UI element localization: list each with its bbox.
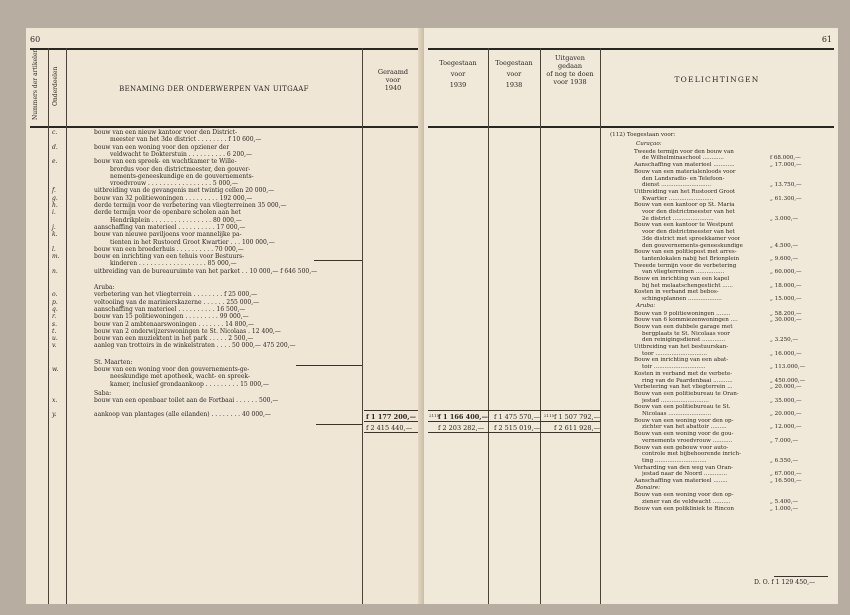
row-letter: n. bbox=[52, 267, 58, 275]
note-text-line: Kosten in verband met de verbete- bbox=[634, 370, 733, 377]
row-letter: m. bbox=[52, 253, 60, 261]
row-letter: f. bbox=[52, 187, 56, 195]
note-text-line: 2e district ....................... bbox=[642, 215, 714, 222]
right-page bbox=[424, 28, 838, 604]
row-text-line: aanschaffing van materieel . . . . . . . . . . 16 500,— bbox=[94, 305, 246, 313]
note-text-line: den gouvernements-geneeskundige bbox=[642, 242, 743, 249]
column-rule bbox=[540, 48, 541, 604]
subtotal-rule bbox=[316, 424, 362, 425]
note-text-line: Bouw van een politiebureau te Oran- bbox=[634, 390, 739, 397]
note-text-line: Verbetering van het vliegterrein ... bbox=[634, 384, 733, 391]
notes-heading: Aruba: bbox=[636, 302, 656, 309]
row-text-line: aanleg van trottoirs in de winkelstraten . . . . 50 000,— 475 200,— bbox=[94, 342, 296, 350]
row-letter: d. bbox=[52, 143, 58, 151]
total-rule bbox=[428, 410, 600, 411]
row-letter: v. bbox=[52, 342, 57, 350]
row-text-line: bouw van 2 ambtenaarswoningen . . . . . . . 14 800,— bbox=[94, 320, 255, 328]
total-rule bbox=[428, 421, 600, 422]
header-toegestaan-1938 bbox=[488, 59, 540, 89]
note-text-line: tantenlokalen nabij het Brionplein bbox=[642, 255, 740, 262]
subtotal-rule bbox=[314, 260, 362, 261]
note-amount: „ 17.000,— bbox=[770, 162, 802, 169]
row-text-line: bouw van nieuwe paviljoens voor mannelijke pa- bbox=[94, 231, 242, 239]
row-text-line: bouw van een woning voor den opziener der bbox=[94, 143, 230, 151]
total-rule bbox=[428, 432, 600, 433]
notes-total: D. O. f 1 129 450,— bbox=[754, 579, 816, 586]
header-line: 1940 bbox=[384, 84, 402, 92]
column-rule bbox=[600, 48, 601, 604]
note-amount: „ 15.000,— bbox=[770, 296, 802, 303]
row-letter: g. bbox=[52, 194, 58, 202]
row-text-line: bouw van een spreek- en wachtkamer te Wille- bbox=[94, 158, 237, 166]
header-uitgaven bbox=[540, 54, 600, 86]
header-line: of nog te doen bbox=[546, 70, 594, 78]
note-text-line: Tweede termijn voor de verbetering bbox=[634, 262, 737, 269]
column-rule bbox=[488, 48, 489, 604]
note-amount: „ 20.000,— bbox=[770, 384, 802, 391]
note-text-line: Bouw van 9 politiewoningen ........ bbox=[634, 310, 731, 317]
row-text-line: bouw van 2 onderwijzerswoningen te St. Nicolaas . 12 400,— bbox=[94, 327, 281, 335]
row-text-line: bouw van een openbaar toilet aan de Fortbaai . . . . . . 500,— bbox=[94, 397, 279, 405]
page-number-left: 60 bbox=[30, 35, 41, 44]
row-text-line: nements-geneeskundige en de gouvernements- bbox=[110, 172, 254, 180]
note-amount: „ 6.550,— bbox=[770, 457, 799, 464]
note-amount: „ 13.750,— bbox=[770, 182, 802, 189]
subtotal-rule bbox=[296, 365, 362, 366]
note-amount: „ 60.000,— bbox=[770, 269, 802, 276]
row-text-line: Hendrikplein . . . . . . . . . . . . . . . . 80 000,— bbox=[110, 216, 242, 224]
row-text-line: tienten in het Rustoord Groot Kwartier . . . 100 000,— bbox=[110, 238, 275, 246]
note-text-line: dienst ............................ bbox=[642, 182, 711, 189]
note-text-line: Tweede termijn voor den bouw van bbox=[634, 148, 734, 155]
header-line: voor bbox=[506, 70, 522, 78]
note-amount: „ 61.300,— bbox=[770, 195, 802, 202]
row-text-line: bouw van 32 politiewoningen . . . . . . . . . 192 000,— bbox=[94, 194, 253, 202]
left-page bbox=[26, 28, 422, 604]
note-amount: „ 4.500,— bbox=[770, 242, 799, 249]
note-amount: „ 113.000,— bbox=[770, 364, 806, 371]
note-text-line: vernements vroedvrouw ........... bbox=[642, 437, 733, 444]
notes-heading: Bonaire: bbox=[636, 484, 661, 491]
row-text-line: kinderen . . . . . . . . . . . . . . . . . . 85 000,— bbox=[110, 260, 237, 268]
notes-intro: (112) Toegestaan voor: bbox=[610, 132, 676, 138]
column-rule bbox=[66, 48, 67, 604]
notes-heading: Curaçao: bbox=[636, 141, 662, 147]
note-amount: f 68.000,— bbox=[770, 155, 801, 162]
row-text-line: derde termijn voor de verbetering van vliegterreinen 35 000,— bbox=[94, 202, 287, 209]
note-amount: „ 35.000,— bbox=[770, 397, 802, 404]
note-amount: „ 12.000,— bbox=[770, 424, 802, 431]
total-1939-b: f 2 203 282,— bbox=[438, 424, 485, 432]
total-1938-a: f 1 475 570,— bbox=[494, 413, 541, 421]
note-amount: „ 16.500,— bbox=[770, 478, 802, 484]
row-text-line: voltooiing van de marinierskazerne . . . . . . 255 000,— bbox=[94, 298, 260, 306]
main-header: BENAMING DER ONDERWERPEN VAN UITGAAF bbox=[119, 85, 309, 93]
row-text-line: verbetering van het vliegterrein . . . . . . . . f 25 000,— bbox=[94, 291, 258, 299]
note-text-line: den Landsradio- en Telefoon- bbox=[642, 175, 725, 182]
total-uitgaven-b: f 2 611 928,— bbox=[554, 424, 601, 432]
note-text-line: toor ............................. bbox=[642, 350, 708, 357]
header-line: voor 1938 bbox=[553, 78, 587, 86]
total-rule bbox=[364, 432, 422, 433]
row-text-line: uitbreiding van de bureauruimte van het parket . . 10 000,— f 646 500,— bbox=[94, 267, 318, 275]
note-text-line: Bouw van een kantoor op St. Maria bbox=[634, 202, 735, 209]
note-text-line: Uitbreiding van het bestuurskan- bbox=[634, 344, 729, 350]
note-text-line: ting ............................. bbox=[642, 457, 707, 464]
note-text-line: Bouw van een woning voor den op- bbox=[634, 492, 734, 499]
total-prefix: 2115 bbox=[544, 413, 555, 418]
note-text-line: 3de district met spreekkamer voor bbox=[642, 235, 741, 242]
note-amount: „ 30.000,— bbox=[770, 317, 802, 324]
note-amount: „ 9.600,— bbox=[770, 255, 799, 262]
header-top-rule bbox=[30, 48, 422, 50]
row-text-line: meester van het 3de district . . . . . . . . f 10 600,— bbox=[110, 136, 262, 144]
row-letter: p. bbox=[52, 298, 58, 306]
row-text-line: derde termijn voor de openbare scholen aan het bbox=[94, 209, 241, 217]
note-text-line: Bouw van een politiepost met arres- bbox=[634, 249, 737, 256]
column-rule bbox=[48, 48, 49, 604]
note-text-line: ziener van de veldwacht .......... bbox=[642, 499, 731, 506]
header-toegestaan-1939 bbox=[428, 59, 488, 89]
note-text-line: Bouw van een gebouw voor auto- bbox=[634, 444, 729, 451]
note-text-line: voor den districtmeester van het bbox=[642, 229, 735, 236]
row-text-line: bouw van een woning voor den gouvernements-ge- bbox=[94, 366, 250, 373]
row-text-line: kamer, inclusief grondaankoop . . . . . . . . . 15 000,— bbox=[110, 380, 269, 388]
row-letter: w. bbox=[52, 366, 59, 373]
row-text-line: bouw van een broederhuis . . . . . . . . . . 70 000,— bbox=[94, 245, 244, 253]
total-prefix: 2115 bbox=[429, 413, 440, 418]
row-text-line: bouw van 15 politiewoningen . . . . . . . . . 99 000,— bbox=[94, 313, 249, 321]
note-amount: „ 20.000,— bbox=[770, 411, 802, 417]
note-text-line: Nicolaas ........................ bbox=[642, 411, 711, 417]
row-letter: x. bbox=[52, 397, 58, 405]
row-text-line: aankoop van plantages (alle eilanden) . . . . . . . . 40 000,— bbox=[94, 410, 271, 418]
note-text-line: Bouw en inrichting van een abat- bbox=[634, 357, 729, 364]
header-bottom-rule bbox=[30, 126, 422, 128]
note-text-line: Aanschaffing van materieel ............ bbox=[634, 162, 735, 169]
row-letter: c. bbox=[52, 129, 58, 136]
toelichtingen-header: TOELICHTINGEN bbox=[674, 75, 760, 84]
row-text-line: uitbreiding van de gevangenis met twintig cellen 20 000,— bbox=[94, 187, 275, 195]
header-line: voor bbox=[385, 76, 401, 84]
row-letter: r. bbox=[52, 313, 57, 321]
note-text-line: Uitbreiding van het Rustoord Groot bbox=[634, 188, 736, 195]
header-line: Uitgaven bbox=[555, 54, 585, 62]
note-text-line: Bouw van een polikliniek te Rincon bbox=[634, 505, 734, 512]
note-text-line: jestad naar de Noord ............. bbox=[642, 471, 728, 478]
note-text-line: van vliegterreinen ................ bbox=[642, 269, 725, 276]
row-text-line: brordus voor den districtmeester, den gouver- bbox=[110, 165, 251, 173]
row-text-line: St. Maarten: bbox=[94, 358, 133, 366]
note-text-line: voor den districtmeester van het bbox=[642, 209, 735, 215]
note-text-line: Bouw van een materialenloods voor bbox=[634, 168, 736, 175]
note-text-line: Bouw van een politiebureau te St. bbox=[634, 404, 731, 411]
column-rule bbox=[362, 48, 363, 604]
note-text-line: Bouw van een kantoor te Westpunt bbox=[634, 222, 734, 229]
note-text-line: de Wilhelminaschool ............ bbox=[642, 155, 724, 162]
header-geraamd bbox=[364, 68, 422, 92]
header-line: Geraamd bbox=[377, 68, 409, 76]
total-1939-a: f 1 166 400,— bbox=[438, 413, 489, 421]
note-text-line: ring van de Paardenbaai ........... bbox=[642, 377, 733, 384]
row-text-line: vroedvrouw . . . . . . . . . . . . . . . . . 5 000,— bbox=[110, 180, 238, 188]
total-1940-b: f 2 415 440,— bbox=[366, 424, 413, 432]
header-line: 1939 bbox=[449, 81, 467, 89]
row-letter: i. bbox=[52, 209, 56, 217]
row-letter: h. bbox=[52, 202, 58, 209]
note-amount: „ 3.000,— bbox=[770, 215, 799, 222]
row-text-line: neeskundige met apotheek, wacht- en spreek- bbox=[110, 373, 250, 381]
header-nummers: Nummers der artikelen bbox=[32, 48, 39, 120]
row-text-line: bouw van een muziektent in het park . . . . . 2 500,— bbox=[94, 335, 254, 343]
note-text-line: bij het melaatschengesticht ...... bbox=[642, 282, 733, 289]
note-amount: „ 18.000,— bbox=[770, 282, 802, 289]
note-amount: „ 16.000,— bbox=[770, 350, 802, 357]
row-letter: y. bbox=[52, 410, 57, 418]
note-amount: „ 3.250,— bbox=[770, 337, 799, 344]
note-amount: „ 1.000,— bbox=[770, 505, 799, 512]
note-text-line: zichter van het abattoir ......... bbox=[642, 424, 727, 431]
note-text-line: den reinigingsdienst ............. bbox=[642, 337, 726, 344]
note-text-line: jestad ........................... bbox=[642, 397, 709, 404]
note-text-line: Verharding van den weg van Oran- bbox=[634, 464, 734, 471]
header-line: voor bbox=[450, 70, 466, 78]
row-text-line: bouw van een nieuw kantoor voor den District- bbox=[94, 129, 238, 136]
note-text-line: toir ............................. bbox=[642, 364, 706, 371]
note-text-line: Bouw van een dubbele garage met bbox=[634, 323, 733, 330]
note-text-line: bergplaats te St. Nicolaas voor bbox=[642, 330, 730, 337]
note-amount: „ 7.000,— bbox=[770, 437, 799, 444]
note-amount: „ 67.000,— bbox=[770, 471, 802, 478]
note-text-line: schingsplannen ................... bbox=[642, 296, 722, 303]
row-letter: e. bbox=[52, 158, 58, 166]
row-letter: l. bbox=[52, 245, 56, 253]
total-1940-a: f 1 177 200,— bbox=[366, 413, 417, 421]
total-uitgaven-a: f 1 507 792,— bbox=[554, 413, 601, 421]
total-1938-b: f 2 515 019,— bbox=[494, 424, 541, 432]
row-letter: t. bbox=[52, 327, 57, 335]
note-text-line: Bouw van een woning voor den op- bbox=[634, 417, 734, 424]
row-letter: k. bbox=[52, 231, 58, 239]
book-spread bbox=[26, 28, 838, 604]
header-line: Toegestaan bbox=[439, 59, 477, 67]
row-letter: u. bbox=[52, 335, 58, 343]
note-amount: „ 450.000,— bbox=[770, 377, 806, 384]
row-text-line: Aruba: bbox=[94, 284, 115, 291]
row-letter: s. bbox=[52, 320, 57, 328]
row-letter: o. bbox=[52, 291, 58, 299]
note-text-line: Bouw en inrichting van een kapel bbox=[634, 276, 730, 282]
note-amount: „ 58.200,— bbox=[770, 310, 802, 317]
header-line: gedaan bbox=[557, 62, 583, 70]
total-rule bbox=[364, 421, 422, 422]
note-text-line: Kwartier ......................... bbox=[642, 195, 714, 202]
note-text-line: controle met bijbehoorende inrich- bbox=[642, 451, 741, 458]
header-line: 1938 bbox=[505, 81, 523, 89]
row-letter: q. bbox=[52, 305, 58, 313]
row-letter: j. bbox=[52, 223, 56, 231]
note-amount: „ 5.400,— bbox=[770, 499, 799, 506]
header-line: Toegestaan bbox=[495, 59, 533, 67]
row-text-line: veldwacht te Dokterstuin . . . . . . . . . . 6 200,— bbox=[110, 150, 252, 158]
row-text-line: Saba: bbox=[94, 389, 112, 397]
header-onderdeelen: Onderdeelen bbox=[52, 66, 59, 106]
row-text-line: bouw en inrichting van een tehuis voor Bestuurs- bbox=[94, 253, 245, 261]
note-text-line: Kosten in verband met bebos- bbox=[634, 289, 719, 296]
note-text-line: Bouw van een woning voor de gou- bbox=[634, 431, 734, 438]
note-text-line: Bouw van 6 kommiezenwoningen .... bbox=[634, 317, 738, 324]
page-number-right: 61 bbox=[821, 35, 832, 44]
total-rule bbox=[364, 410, 422, 411]
notes-total-rule bbox=[774, 576, 828, 577]
row-text-line: aanschaffing van materieel . . . . . . . . . . 17 000,— bbox=[94, 223, 246, 231]
note-text-line: Aanschaffing van materieel ........ bbox=[634, 478, 728, 484]
